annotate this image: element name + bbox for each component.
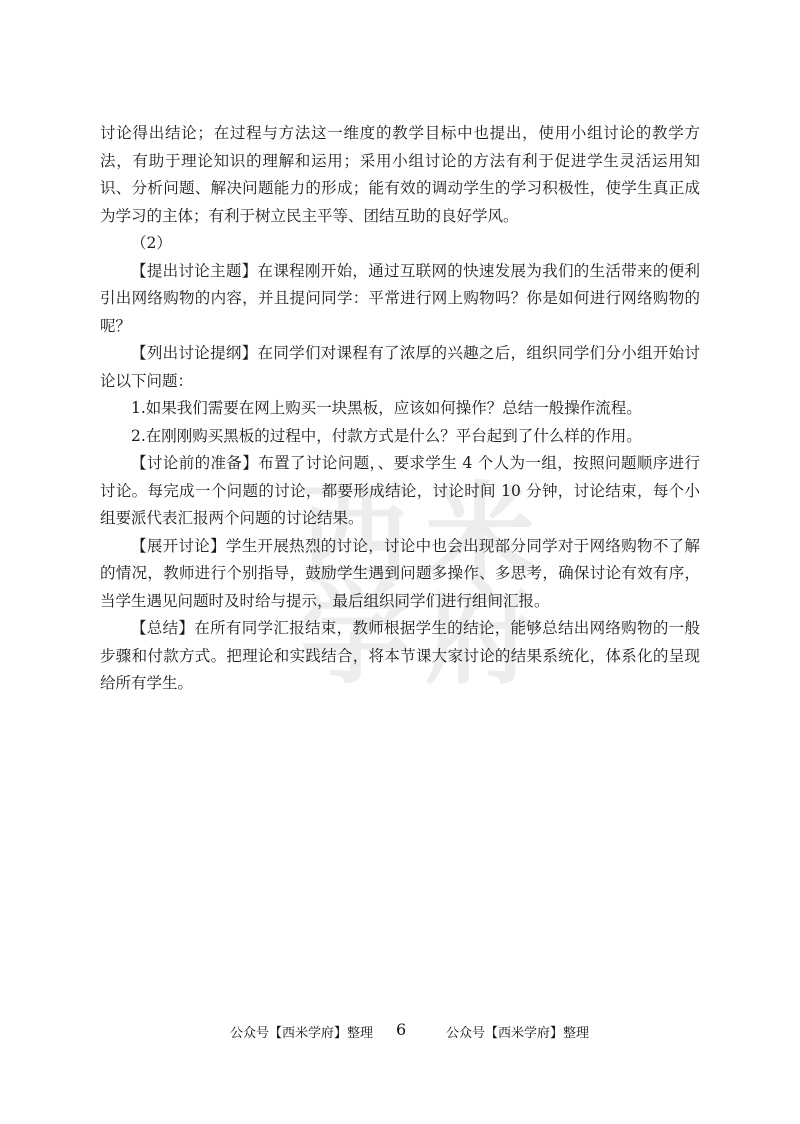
paragraph-discussion: 【展开讨论】学生开展热烈的讨论，讨论中也会出现部分同学对于网络购物不了解的情况，教师进行个别指导，鼓励学生遇到问题多操作、多思考，确保讨论有效有序，当学生遇见问题时及时给与提示，最后组织同学们进行组间汇报。 — [100, 536, 700, 610]
document-body — [100, 120, 700, 698]
question-2: 2.在刚刚购买黑板的过程中，付款方式是什么？平台起到了什么样的作用。 — [131, 426, 642, 445]
paragraph-discussion-outline: 【列出讨论提纲】在同学们对课程有了浓厚的兴趣之后，组织同学们分小组开始讨论以下问题： — [100, 344, 700, 390]
footer-right-text: 公众号【西米学府】整理 — [446, 1026, 590, 1041]
paragraph-summary: 【总结】在所有同学汇报结束，教师根据学生的结论，能够总结出网络购物的一般步骤和付款方式。把理论和实践结合，将本节课大家讨论的结果系统化，体系化的呈现给所有学生。 — [100, 619, 700, 692]
section-number: （2） — [131, 234, 172, 252]
paragraph-discussion-topic: 【提出讨论主题】在课程刚开始，通过互联网的快速发展为我们的生活带来的便利引出网络购物的内容，并且提问同学：平常进行网上购物吗？你是如何进行网络购物的呢？ — [100, 261, 700, 335]
watermark-char: 学 — [300, 571, 410, 699]
page-footer — [0, 1022, 800, 1046]
paragraph-continuation: 讨论得出结论；在过程与方法这一维度的教学目标中也提出，使用小组讨论的教学方法，有助于理论知识的理解和运用；采用小组讨论的方法有利于促进学生灵活运用知识、分析问题、解决问题能力的形成；能有效的调动学生的学习积极性，使学生真正成为学习的主体；有利于树立民主平等、团结互助的良好学风。 — [100, 124, 700, 225]
watermark-char: 米 — [425, 471, 535, 599]
watermark-char: 西 — [300, 471, 410, 599]
watermark-char: 府 — [425, 571, 535, 699]
paragraph-preparation: 【讨论前的准备】布置了讨论问题，、要求学生 4 个人为一组，按照问题顺序进行讨论。每完成一个问题的讨论，都要形成结论，讨论时间 10 分钟，讨论结束，每个小组要派代表汇报两个问题的讨论结果。 — [100, 454, 700, 527]
question-1: 1.如果我们需要在网上购买一块黑板，应该如何操作？总结一般操作流程。 — [131, 399, 642, 417]
page-number: 6 — [396, 1020, 407, 1039]
footer-left-text: 公众号【西米学府】整理 — [230, 1026, 374, 1041]
